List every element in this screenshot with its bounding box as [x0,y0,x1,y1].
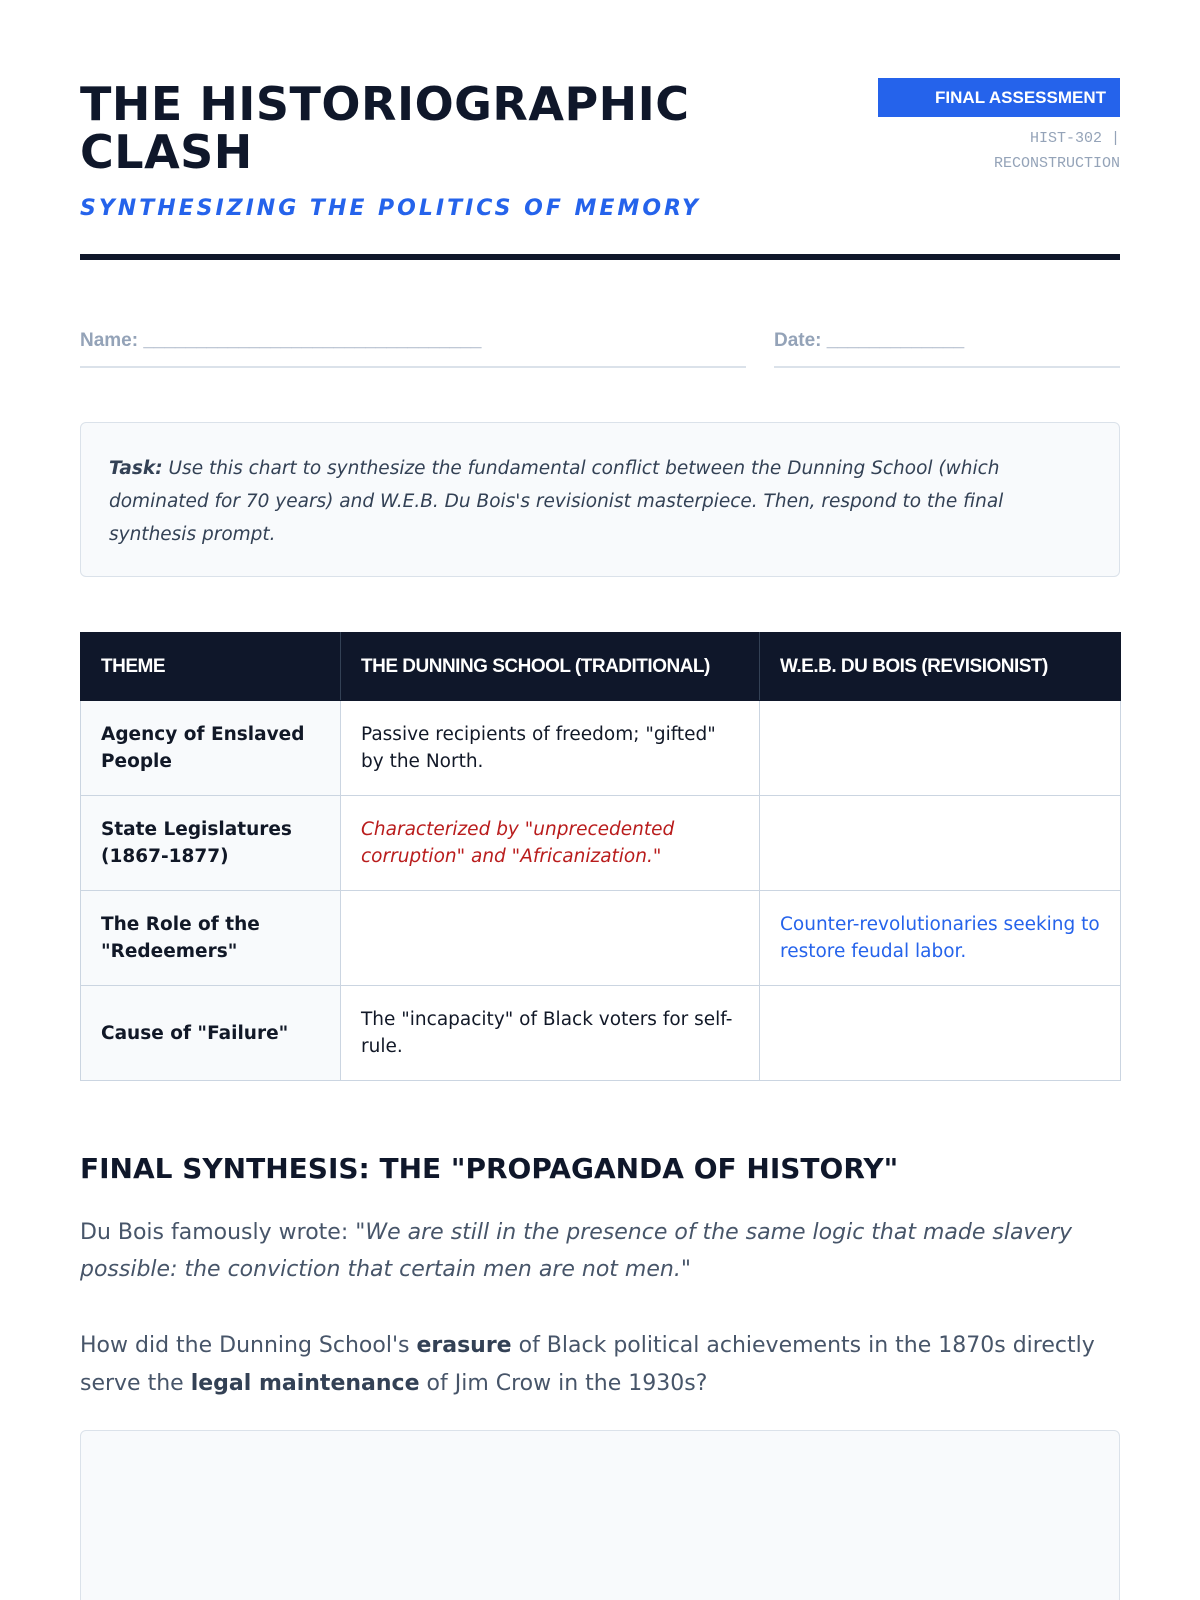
table-row [81,891,1121,986]
prompt-text-3: of Jim Crow in the 1930s? [426,1371,708,1396]
prompt-emphasis-2: legal maintenance [190,1371,420,1396]
synthesis-prompt [80,1327,1120,1403]
theme-cell: The Role of the "Redeemers" [81,891,341,986]
answer-box[interactable] [80,1430,1120,1600]
assessment-badge: FINAL ASSESSMENT [878,78,1120,117]
date-field[interactable]: Date: _____________ [774,330,1120,368]
dubois-cell[interactable] [760,986,1121,1081]
dubois-cell[interactable] [760,701,1121,796]
header-divider [80,254,1120,260]
task-box [80,422,1120,577]
comparison-table [80,632,1121,1081]
header-theme: THEME [81,633,341,701]
synthesis-quote [80,1214,1120,1288]
table-header-row [81,633,1121,701]
table-row [81,701,1121,796]
dunning-cell[interactable] [341,891,760,986]
quote-intro: Du Bois famously wrote: [80,1220,349,1245]
prompt-emphasis-1: erasure [416,1333,512,1358]
course-code-line-1: HIST-302 | [1029,130,1120,147]
course-code-line-2: RECONSTRUCTION [993,155,1120,172]
header-dunning: THE DUNNING SCHOOL (TRADITIONAL) [341,633,760,701]
synthesis-heading: FINAL SYNTHESIS: THE "PROPAGANDA OF HISTORY" [80,1152,899,1185]
worksheet-page [80,0,1120,1600]
name-field[interactable]: Name: ________________________________ [80,330,746,368]
header-dubois: W.E.B. DU BOIS (REVISIONIST) [760,633,1121,701]
theme-cell: State Legislatures (1867-1877) [81,796,341,891]
dubois-cell[interactable] [760,796,1121,891]
dubois-cell-text: Counter-revolutionaries seeking to restore feudal labor. [780,914,1100,962]
theme-cell: Agency of Enslaved People [81,701,341,796]
theme-cell: Cause of "Failure" [81,986,341,1081]
course-code [880,126,1120,176]
table-row [81,796,1121,891]
task-text: Use this chart to synthesize the fundamental conflict between the Dunning School (which dominated for 70 years) and W.E.B. Du Bois's revisionist masterpiece. Then, respond to the final synthesis prompt. [109,458,1004,545]
prompt-text-1: How did the Dunning School's [80,1333,410,1358]
prompt-text-2: of Black political achievements in the 1870s directly serve the [80,1333,1095,1396]
page-subtitle: SYNTHESIZING THE POLITICS OF MEMORY [80,196,701,221]
dunning-cell[interactable]: Passive recipients of freedom; "gifted" by the North. [341,701,760,796]
dunning-cell[interactable]: The "incapacity" of Black voters for self-rule. [341,986,760,1081]
title-line-2: CLASH [80,125,253,179]
table-row [81,986,1121,1081]
quote-text: "We are still in the presence of the same logic that made slavery possible: the conviction that certain men are not men." [80,1220,1073,1282]
title-line-1: THE HISTORIOGRAPHIC [80,77,690,131]
header [80,78,1120,258]
dunning-cell-text: Characterized by "unprecedented corruption" and "Africanization." [361,819,675,867]
dubois-cell[interactable] [760,891,1121,986]
task-label: Task: [109,458,163,479]
page-title [80,77,780,179]
dunning-cell[interactable] [341,796,760,891]
